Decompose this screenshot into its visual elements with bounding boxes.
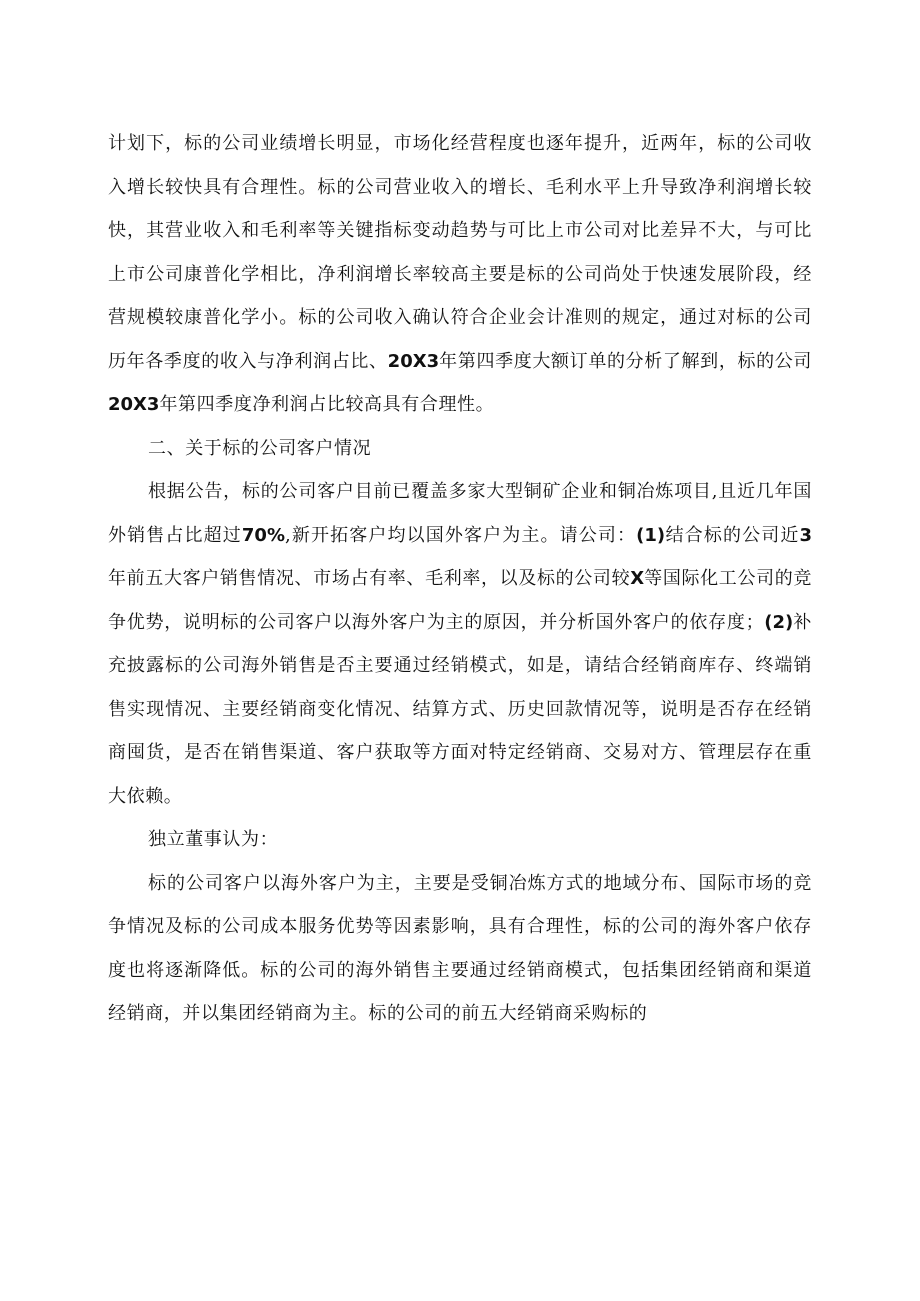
document-body [108, 122, 812, 1036]
item-number: (2) [764, 611, 794, 633]
text-run: 根据公告，标的公司客户目前已覆盖多家大型铜矿企业和铜冶炼项目,且近几年国外销售占比超过 [108, 481, 812, 546]
year-count: 3 [799, 524, 813, 546]
item-number: (1) [636, 524, 666, 546]
text-run: 结合标的公司近 [665, 524, 800, 546]
text-run: 年第四季度净利润占比较高具有合理性。 [159, 394, 495, 415]
year-label: 20X3 [387, 350, 440, 372]
opinion-label: 独立董事认为： [148, 829, 279, 850]
paragraph-inquiry [108, 470, 812, 818]
text-run: ,新开拓客户均以国外客户为主。请公司： [284, 524, 637, 546]
company-placeholder: X [630, 568, 645, 589]
year-label: 20X3 [108, 394, 160, 415]
text-run: 计划下，标的公司业绩增长明显，市场化经营程度也逐年提升，近两年，标的公司收入增长较快具有合理性。标的公司营业收入的增长、毛利水平上升导致净利润增长较快，其营业收入和毛利率等关键指标变动趋势与可比上市公司对比差异不大，与可比上市公司康普化学相比，净利润增长率较高主要是标的公司尚处于快速发展阶段，经营规模较康普化学小。标的公司收入确认符合企业会计准则的规定，通过对标的公司历年各季度的收入与净利润占比、 [108, 133, 812, 372]
section-heading: 二、关于标的公司客户情况 [148, 437, 372, 459]
text-run: 补充披露标的公司海外销售是否主要通过经销模式，如是，请结合经销商库存、终端销售实现情况、主要经销商变化情况、结算方式、历史回款情况等，说明是否存在经销商囤货，是否在销售渠道、客户获取等方面对特定经销商、交易对方、管理层存在重大依赖。 [108, 611, 812, 807]
text-run: 年前五大客户销售情况、市场占有率、毛利率，以及标的公司较 [108, 568, 631, 589]
paragraph-continuation [108, 122, 812, 427]
text-run: 等国际化工公司的竞争优势，说明标的公司客户以海外客户为主的原因，并分析国外客户的依存度； [108, 568, 813, 633]
paragraph-opinion: 标的公司客户以海外客户为主，主要是受铜冶炼方式的地域分布、国际市场的竞争情况及标的公司成本服务优势等因素影响，具有合理性，标的公司的海外客户依存度也将逐渐降低。标的公司的海外销售主要通过经销商模式，包括集团经销商和渠道经销商，并以集团经销商为主。标的公司的前五大经销商采购标的 [108, 872, 812, 1024]
percentage-value: 70% [241, 524, 285, 546]
text-run: 年第四季度大额订单的分析了解到，标的公司 [439, 350, 813, 372]
